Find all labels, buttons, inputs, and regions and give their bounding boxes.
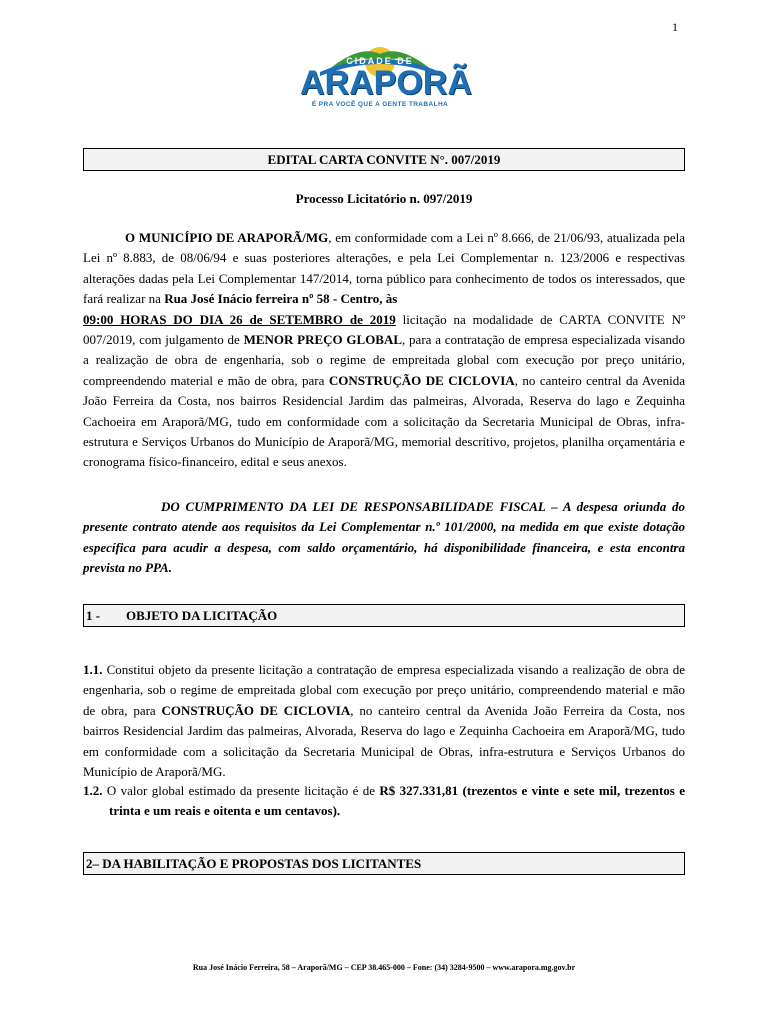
document-title: EDITAL CARTA CONVITE N°. 007/2019 bbox=[83, 148, 685, 171]
city-logo bbox=[300, 40, 472, 114]
municipality-name: O MUNICÍPIO DE ARAPORÃ/MG bbox=[125, 230, 329, 245]
section-1-title: OBJETO DA LICITAÇÃO bbox=[126, 608, 278, 623]
intro-text-3: , para a contratação de empresa especializada visando a realização de obra de engenharia, sob o regime de empreitada global com execução por preço unitário, compreendendo material e mão de obra, para bbox=[83, 332, 685, 388]
page-number: 1 bbox=[672, 20, 678, 34]
logo-slogan: É PRA VOCÊ QUE A GENTE TRABALHA bbox=[311, 101, 449, 108]
intro-paragraph bbox=[83, 228, 685, 473]
section-2-header bbox=[83, 852, 685, 875]
estimated-value: R$ 327.331,81 bbox=[379, 783, 459, 798]
session-address: Rua José Inácio ferreira nº 58 - Centro, às bbox=[164, 291, 398, 307]
item-1-1-text-1: Constitui objeto da presente licitação a contratação de empresa especializada visando a realização de obra de engenharia, sob o regime de empreitada global com execução por preço unitário, compreendendo material e mão de obra, para bbox=[83, 662, 685, 718]
logo-top-text: CIDADE DE bbox=[346, 56, 414, 66]
section-1-number: 1 - bbox=[86, 608, 101, 623]
item-1-1-number: 1.1. bbox=[83, 662, 103, 677]
fiscal-responsibility-paragraph: DO CUMPRIMENTO DA LEI DE RESPONSABILIDADE FISCAL – A despesa oriunda do presente contrato atende aos requisitos da Lei Complementar n.º 101/2000, na medida em que existe dotação específica para acudir a despesa, com saldo orçamentário, há disponibilidade financeira, e esta encontra prevista no PPA. bbox=[83, 499, 685, 576]
item-1-1-paragraph bbox=[83, 660, 685, 782]
section-1-header bbox=[83, 604, 685, 627]
value-in-words: (trezentos e vinte e sete mil, trezentos e trinta e um reais e oitenta e um centavos). bbox=[109, 783, 685, 819]
logo-city-name: ARAPORÃ bbox=[300, 64, 472, 102]
session-datetime: 09:00 HORAS DO DIA 26 de SETEMBRO de 2019 bbox=[83, 311, 396, 327]
intro-text-1: , em conformidade com a Lei nº 8.666, de 21/06/93, atualizada pela Lei nº 8.883, de 08/06/94 e suas posteriores alterações, e pela Lei Complementar n. 123/2006 e respectivas alterações dadas pela Lei Complementar 147/2014, torna público para conhecimento de todos os interessados, que fará realizar na bbox=[83, 230, 685, 307]
item-1-1-object: CONSTRUÇÃO DE CICLOVIA bbox=[161, 702, 351, 718]
intro-text-4: , no canteiro central da Avenida João Ferreira da Costa, nos bairros Residencial Jardim das palmeiras, Alvorada, Reserva do lago e Zequinha Cachoeira em Araporã/MG, tudo em conformidade com a solicitação da Secretaria Municipal de Obras, infra-estrutura e Serviços Urbanos do Município de Araporã/MG, memorial descritivo, projetos, planilha orçamentária e cronograma físico-financeiro, edital e seus anexos. bbox=[83, 372, 686, 470]
item-1-2-text: O valor global estimado da presente licitação é de bbox=[102, 783, 380, 798]
item-1-1-text-2: , no canteiro central da Avenida João Ferreira da Costa, nos bairros Residencial Jardim das palmeiras, Alvorada, Reserva do lago e Zequinha Cachoeira em Araporã/MG, tudo em conformidade com a solicitação da Secretaria Municipal de Obras, infra-estrutura e Serviços Urbanos do Município de Araporã/MG. bbox=[83, 702, 685, 780]
page-footer: Rua José Inácio Ferreira, 58 – Araporã/MG – CEP 38.465-000 – Fone: (34) 3284-9500 – www.arapora.mg.gov.br bbox=[192, 963, 576, 972]
process-number: Processo Licitatório n. 097/2019 bbox=[295, 191, 473, 206]
object-name: CONSTRUÇÃO DE CICLOVIA bbox=[328, 372, 515, 388]
item-1-2-number: 1.2. bbox=[83, 783, 103, 798]
section-2-title: 2– DA HABILITAÇÃO E PROPOSTAS DOS LICITANTES bbox=[86, 856, 422, 871]
item-1-2-paragraph bbox=[83, 781, 685, 822]
intro-text-2: licitação na modalidade de CARTA CONVITE Nº 007/2019, com julgamento de bbox=[83, 311, 685, 348]
judgment-criterion: MENOR PREÇO GLOBAL bbox=[243, 332, 403, 348]
